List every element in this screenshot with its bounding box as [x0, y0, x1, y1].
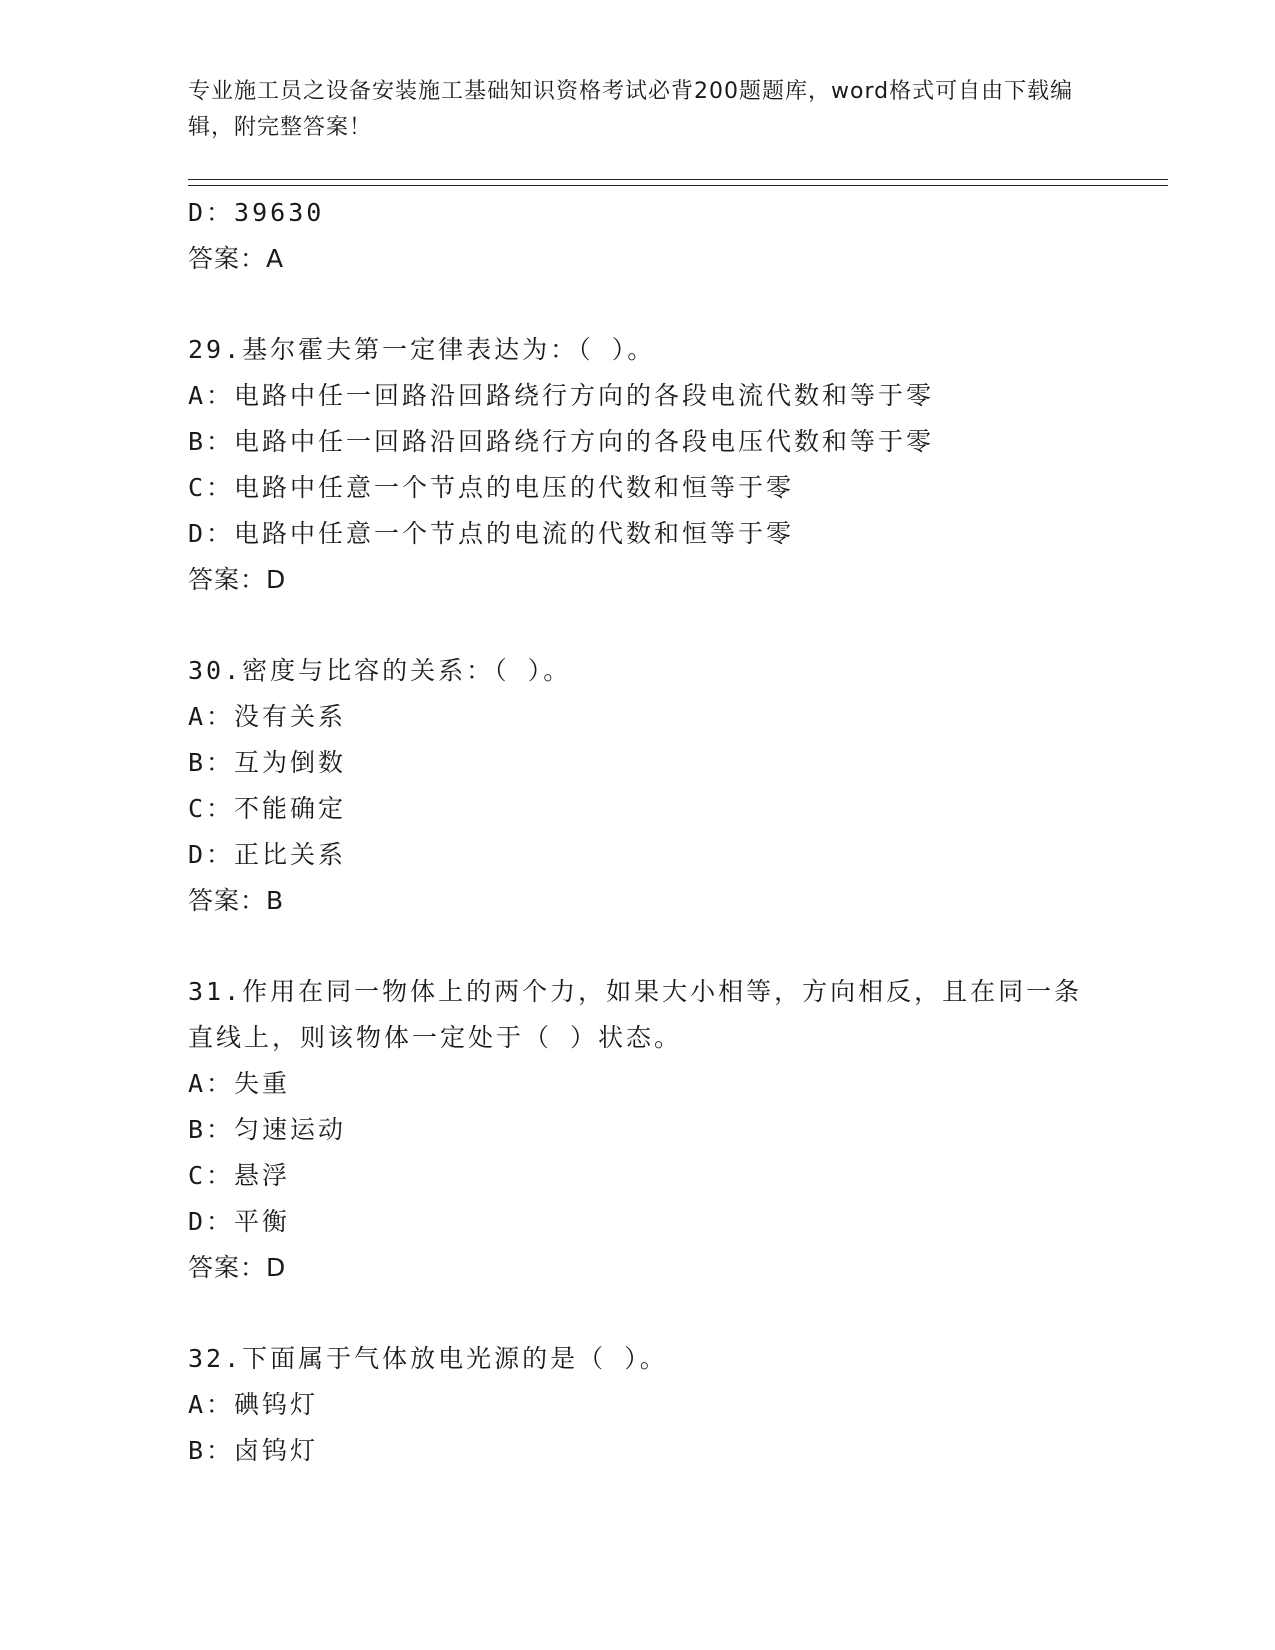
option-d: D：平衡: [188, 1207, 291, 1236]
option-a: A：电路中任一回路沿回路绕行方向的各段电流代数和等于零: [188, 381, 935, 410]
option-b: B：互为倒数: [188, 748, 347, 777]
option-d: D：正比关系: [188, 840, 347, 869]
option-c: C：电路中任意一个节点的电压的代数和恒等于零: [188, 473, 795, 502]
question-stem: 29.基尔霍夫第一定律表达为：（ ）。: [188, 335, 656, 364]
option-d: D：电路中任意一个节点的电流的代数和恒等于零: [188, 519, 795, 548]
prev-question-answer: 答案：A: [188, 244, 285, 273]
option-c: C：不能确定: [188, 794, 347, 823]
prev-question-option-d: D：39630: [188, 198, 325, 227]
header-rule: [188, 179, 1168, 186]
question-stem: 32.下面属于气体放电光源的是（ ）。: [188, 1344, 668, 1373]
document-body: [188, 190, 1088, 1474]
question-stem: 30.密度与比容的关系：（ ）。: [188, 656, 572, 685]
page-header: 专业施工员之设备安装施工基础知识资格考试必背200题题库，word格式可自由下载编辑，附完整答案！: [188, 79, 1074, 140]
question-29: [188, 327, 1088, 603]
question-32: [188, 1336, 1088, 1474]
option-a: A：碘钨灯: [188, 1390, 319, 1419]
option-a: A：失重: [188, 1069, 291, 1098]
question-30: [188, 648, 1088, 924]
option-b: B：匀速运动: [188, 1115, 347, 1144]
option-a: A：没有关系: [188, 702, 347, 731]
option-b: B：卤钨灯: [188, 1436, 319, 1465]
answer: 答案：B: [188, 886, 285, 915]
answer: 答案：D: [188, 565, 287, 594]
option-b: B：电路中任一回路沿回路绕行方向的各段电压代数和等于零: [188, 427, 935, 456]
option-c: C：悬浮: [188, 1161, 291, 1190]
question-31: [188, 969, 1088, 1291]
answer: 答案：D: [188, 1253, 287, 1282]
question-stem: 31.作用在同一物体上的两个力，如果大小相等，方向相反，且在同一条直线上，则该物体一定处于（ ）状态。: [188, 977, 1083, 1052]
